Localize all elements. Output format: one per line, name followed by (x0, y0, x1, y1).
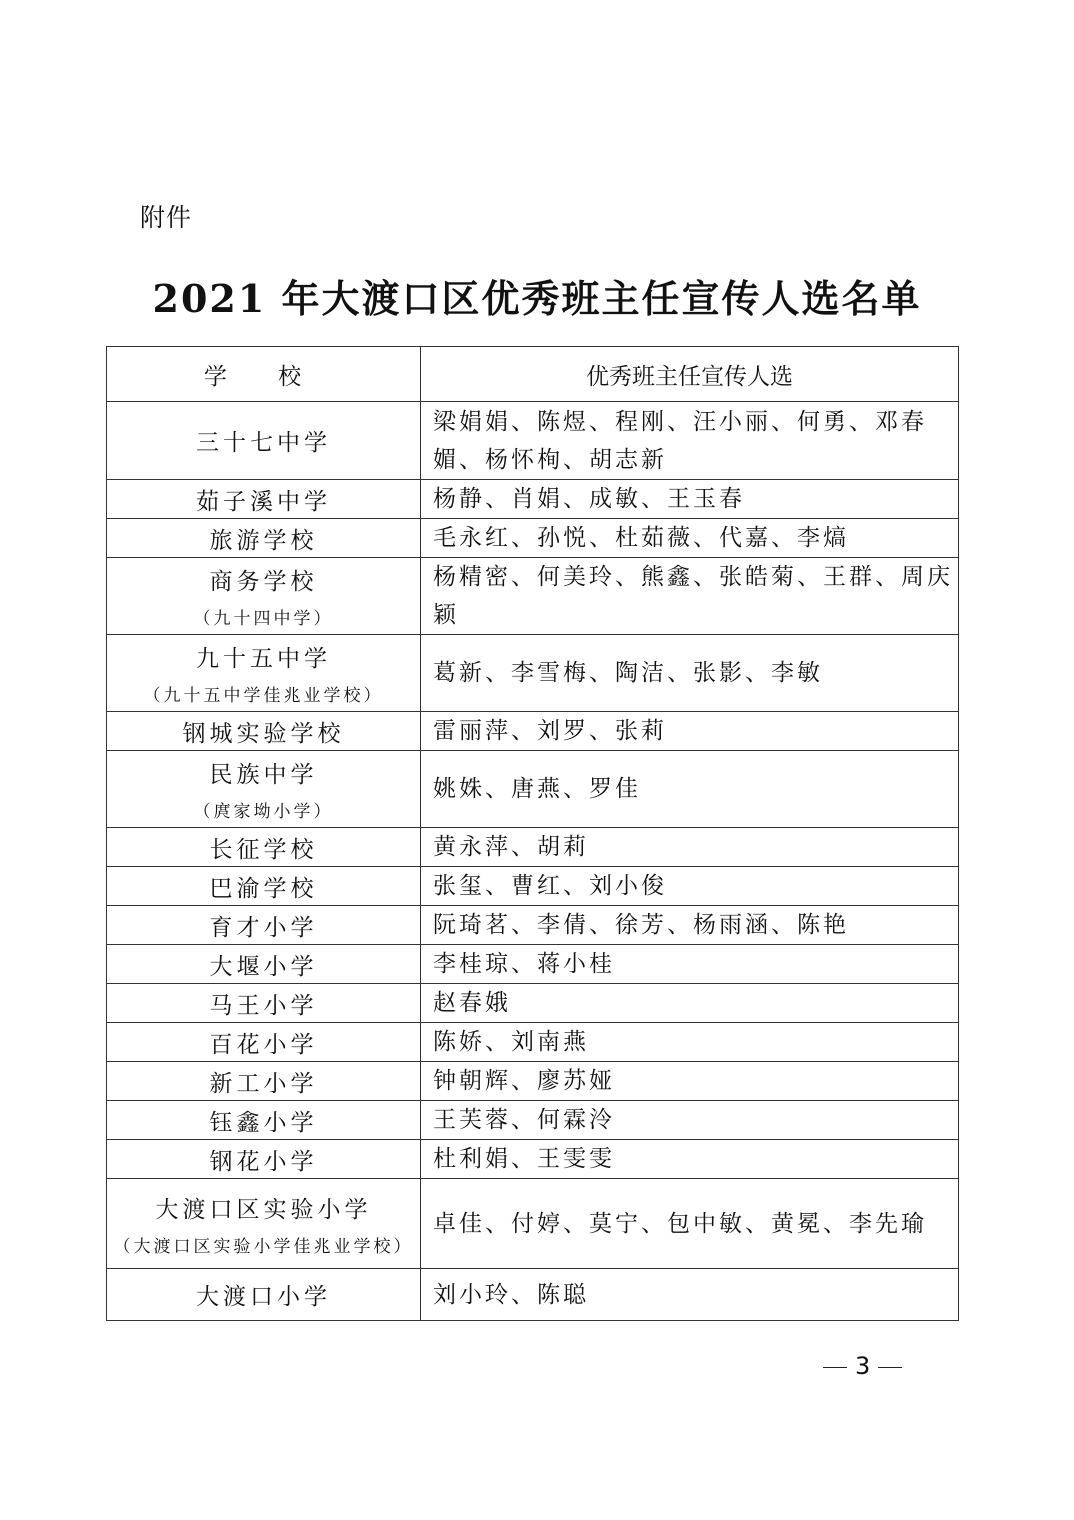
school-name: 长征学校 (209, 836, 318, 863)
school-name: 旅游学校 (209, 527, 318, 554)
teacher-names: 姚姝、唐燕、罗佳 (421, 751, 959, 828)
table-row (107, 984, 959, 1023)
table-row (107, 906, 959, 945)
dash-left (823, 1367, 847, 1368)
table-row (107, 945, 959, 984)
school-cell (107, 1140, 421, 1179)
teacher-names: 钟朝辉、廖苏娅 (421, 1062, 959, 1101)
table-row (107, 519, 959, 558)
teacher-roster-table (106, 346, 959, 1321)
table-row (107, 1023, 959, 1062)
school-cell (107, 519, 421, 558)
school-name: 九十五中学 (196, 646, 331, 672)
teacher-names: 张玺、曹红、刘小俊 (421, 867, 959, 906)
school-name: 巴渝学校 (209, 875, 318, 902)
school-name: 百花小学 (209, 1031, 318, 1058)
teacher-names: 陈娇、刘南燕 (421, 1023, 959, 1062)
school-cell (107, 906, 421, 945)
school-cell (107, 558, 421, 635)
school-name: 大渡口小学 (196, 1284, 331, 1310)
teacher-names: 刘小玲、陈聪 (421, 1269, 959, 1321)
teacher-names: 黄永萍、胡莉 (421, 828, 959, 867)
table-row (107, 558, 959, 635)
attachment-label: 附件 (140, 203, 193, 232)
table-header-row (107, 347, 959, 402)
teacher-names: 阮琦茗、李倩、徐芳、杨雨涵、陈艳 (421, 906, 959, 945)
school-name: 育才小学 (209, 914, 318, 941)
teacher-names: 杜利娟、王雯雯 (421, 1140, 959, 1179)
page-number (815, 1352, 910, 1380)
school-cell (107, 712, 421, 751)
teacher-names: 雷丽萍、刘罗、张莉 (421, 712, 959, 751)
table-row (107, 635, 959, 712)
school-cell (107, 1179, 421, 1269)
teacher-names: 梁娟娟、陈煜、程刚、汪小丽、何勇、邓春媚、杨怀栒、胡志新 (421, 402, 959, 480)
school-cell (107, 867, 421, 906)
page-number-value: 3 (855, 1352, 871, 1380)
dash-right (878, 1367, 902, 1368)
school-name: 钰鑫小学 (209, 1109, 318, 1136)
school-cell (107, 635, 421, 712)
document-title: 2021 年大渡口区优秀班主任宣传人选名单 (152, 276, 922, 321)
school-name: 大渡口区实验小学 (155, 1196, 372, 1223)
header-teachers: 优秀班主任宣传人选 (421, 347, 959, 402)
table-row (107, 1062, 959, 1101)
school-cell (107, 945, 421, 984)
school-cell (107, 1023, 421, 1062)
school-alias: （九十四中学） (193, 609, 334, 629)
school-cell (107, 1101, 421, 1140)
teacher-names: 王芙蓉、何霖泠 (421, 1101, 959, 1140)
teacher-names: 卓佳、付婷、莫宁、包中敏、黄冕、李先瑜 (421, 1179, 959, 1269)
school-cell (107, 828, 421, 867)
teacher-names: 赵春娥 (421, 984, 959, 1023)
table-row (107, 1179, 959, 1269)
school-alias: （大渡口区实验小学佳兆业学校） (113, 1236, 414, 1257)
school-cell (107, 1269, 421, 1321)
table-row (107, 1140, 959, 1179)
teacher-names: 杨精密、何美玲、熊鑫、张皓菊、王群、周庆颖 (421, 558, 959, 635)
school-cell (107, 1062, 421, 1101)
table-row (107, 402, 959, 480)
table-row (107, 1101, 959, 1140)
school-alias: （九十五中学佳兆业学校） (143, 686, 384, 706)
school-name: 茹子溪中学 (196, 488, 331, 515)
teacher-names: 葛新、李雪梅、陶洁、张影、李敏 (421, 635, 959, 712)
table-body (107, 402, 959, 1321)
school-name: 民族中学 (209, 762, 318, 788)
school-alias: （庹家坳小学） (193, 802, 334, 822)
school-name: 钢花小学 (209, 1148, 318, 1175)
table-row (107, 480, 959, 519)
school-cell (107, 984, 421, 1023)
school-name: 马王小学 (209, 992, 318, 1019)
school-cell (107, 751, 421, 828)
table-row (107, 828, 959, 867)
table-row (107, 712, 959, 751)
header-school: 学 校 (107, 347, 421, 402)
school-name: 三十七中学 (196, 430, 331, 456)
teacher-names: 毛永红、孙悦、杜茹薇、代嘉、李熇 (421, 519, 959, 558)
teacher-names: 杨静、肖娟、成敏、王玉春 (421, 480, 959, 519)
teacher-names: 李桂琼、蒋小桂 (421, 945, 959, 984)
school-name: 新工小学 (209, 1070, 318, 1097)
school-name: 钢城实验学校 (182, 720, 345, 747)
table-row (107, 1269, 959, 1321)
school-cell (107, 402, 421, 480)
table-row (107, 751, 959, 828)
table-row (107, 867, 959, 906)
school-cell (107, 480, 421, 519)
school-name: 大堰小学 (209, 953, 318, 980)
school-name: 商务学校 (209, 569, 318, 595)
